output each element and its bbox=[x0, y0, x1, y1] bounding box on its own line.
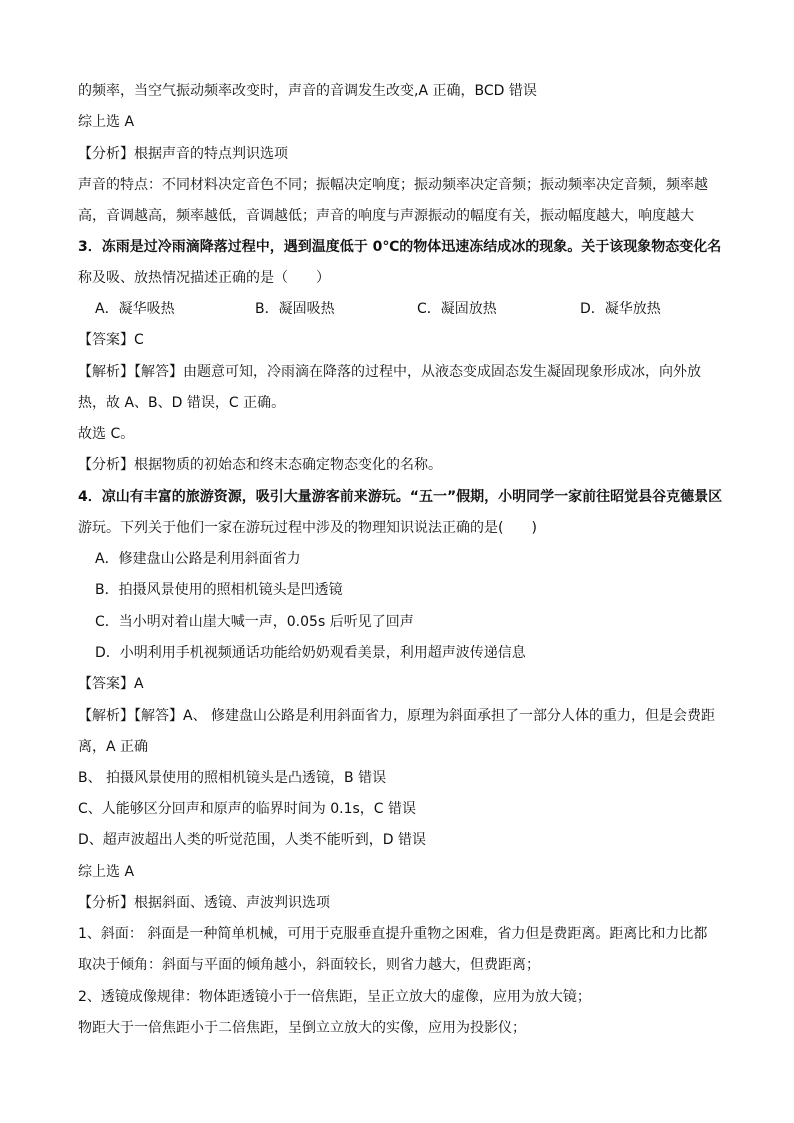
analysis-line: 【分析】根据斜面、透镜、声波判识选项 bbox=[78, 895, 330, 911]
text-line: 高，音调越高，频率越低，音调越低；声音的响度与声源振动的幅度有关，振动幅度越大，响度越大 bbox=[78, 208, 694, 224]
text-line: D、超声波超出人类的听觉范围，人类不能听到，D 错误 bbox=[78, 832, 427, 848]
analysis-line: 【解析】【解答】A、 修建盘山公路是利用斜面省力，原理为斜面承担了一部分人体的重力，但是会费距 bbox=[78, 708, 716, 724]
text-line: 故选 C。 bbox=[78, 426, 135, 442]
text-line: 综上选 A bbox=[78, 864, 135, 880]
question-3-stem: 3．冻雨是过冷雨滴降落过程中，遇到温度低于 0℃的物体迅速冻结成冰的现象。关于该现象物态变化名 bbox=[78, 239, 722, 255]
text-line: 的频率，当空气振动频率改变时，声音的音调发生改变,A 正确，BCD 错误 bbox=[78, 83, 537, 99]
text-line: 热，故 A、B、D 错误，C 正确。 bbox=[78, 395, 286, 411]
text-line: B、 拍摄风景使用的照相机镜头是凸透镜，B 错误 bbox=[78, 770, 387, 786]
q4-option-a: A．修建盘山公路是利用斜面省力 bbox=[95, 551, 301, 567]
analysis-line: 【分析】根据物质的初始态和终末态确定物态变化的名称。 bbox=[78, 457, 442, 473]
q3-option-c: C．凝固放热 bbox=[417, 301, 497, 317]
text-line: 2、透镜成像规律：物体距透镜小于一倍焦距，呈正立放大的虚像，应用为放大镜； bbox=[78, 989, 591, 1005]
question-4-stem: 4．凉山有丰富的旅游资源，吸引大量游客前来游玩。“五一”假期，小明同学一家前往昭觉县谷克德景区 bbox=[78, 489, 723, 505]
q4-option-b: B．拍摄风景使用的照相机镜头是凹透镜 bbox=[95, 582, 343, 598]
text-line: 离，A 正确 bbox=[78, 739, 149, 755]
q3-option-a: A．凝华吸热 bbox=[95, 301, 175, 317]
question-4-stem-cont: 游玩。下列关于他们一家在游玩过程中涉及的物理知识说法正确的是( ) bbox=[78, 520, 537, 536]
answer-line: 【答案】A bbox=[78, 676, 144, 692]
text-line: 声音的特点：不同材料决定音色不同；振幅决定响度；振动频率决定音频；振动频率决定音频，频率越 bbox=[78, 177, 708, 193]
question-3-stem-cont: 称及吸、放热情况描述正确的是（ ） bbox=[78, 270, 330, 286]
answer-line: 【答案】C bbox=[78, 332, 144, 348]
q3-option-d: D．凝华放热 bbox=[580, 301, 661, 317]
text-line: C、人能够区分回声和原声的临界时间为 0.1s，C 错误 bbox=[78, 801, 417, 817]
text-line: 【分析】根据声音的特点判识选项 bbox=[78, 146, 288, 162]
text-line: 取决于倾角：斜面与平面的倾角越小，斜面较长，则省力越大，但费距离； bbox=[78, 957, 540, 973]
text-line: 1、斜面： 斜面是一种简单机械，可用于克服垂直提升重物之困难，省力但是费距离。距离比和力比都 bbox=[78, 926, 708, 942]
analysis-line: 【解析】【解答】由题意可知，冷雨滴在降落的过程中，从液态变成固态发生凝固现象形成冰，向外放 bbox=[78, 364, 701, 380]
text-line: 物距大于一倍焦距小于二倍焦距，呈倒立立放大的实像，应用为投影仪； bbox=[78, 1020, 526, 1036]
text-line: 综上选 A bbox=[78, 114, 135, 130]
q4-option-d: D．小明利用手机视频通话功能给奶奶观看美景，利用超声波传递信息 bbox=[95, 645, 526, 661]
q4-option-c: C．当小明对着山崖大喊一声，0.05s 后听见了回声 bbox=[95, 614, 414, 630]
q3-option-b: B．凝固吸热 bbox=[255, 301, 335, 317]
